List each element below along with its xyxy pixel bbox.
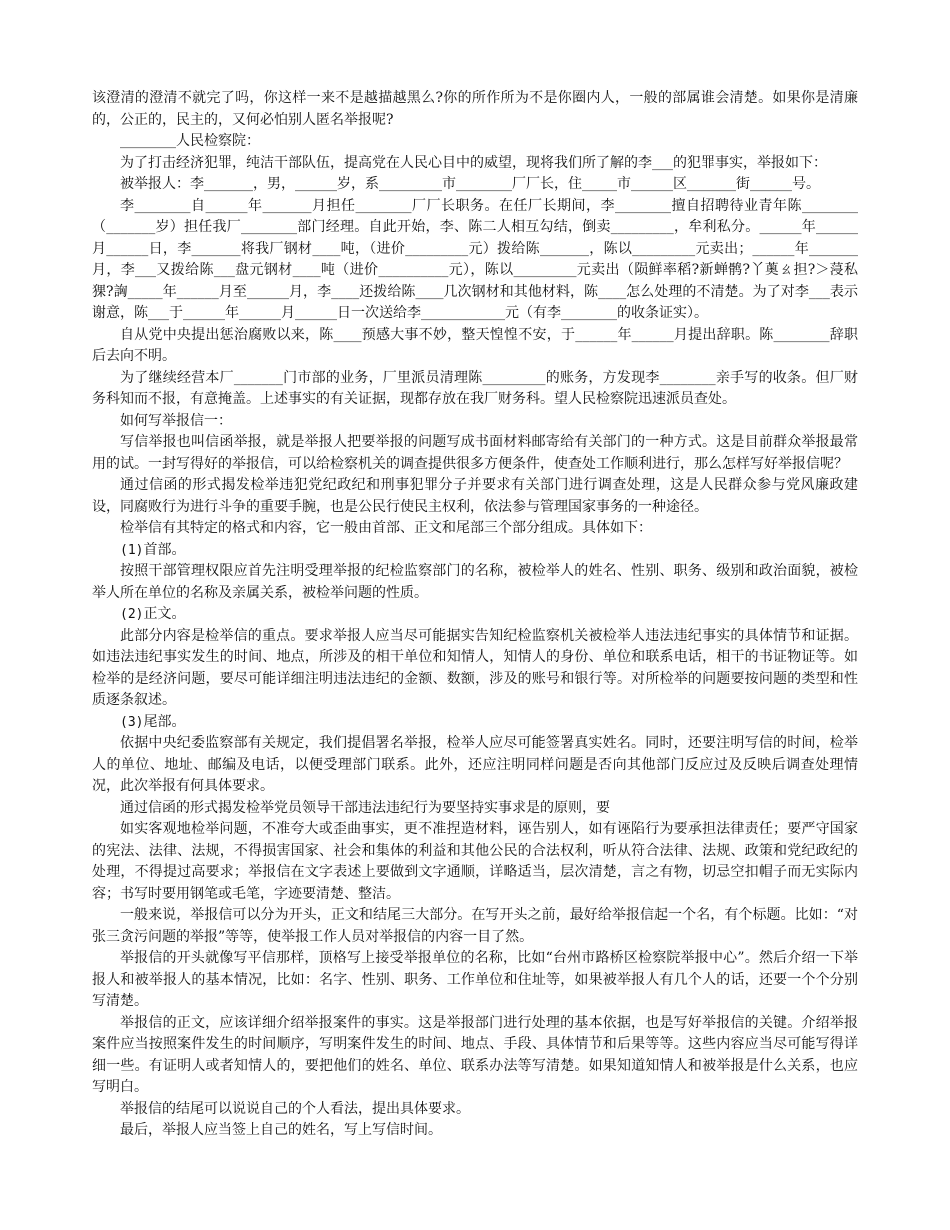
document-body [92, 88, 858, 1142]
section-heading-text: 正文。 [143, 606, 186, 622]
paragraph: 如何写举报信一： [120, 412, 232, 429]
section-heading-text: 首部。 [143, 541, 186, 558]
paragraph: 通过信函的形式揭发检举违犯党纪政纪和刑事犯罪分子并要求有关部门进行调查处理，这是人民群众参与党风廉政建设，同腐败行为进行斗争的重要手腕，也是公民行使民主权利，依法参与管理国家事务的一种途径。 [92, 477, 858, 515]
paragraph: 通过信函的形式揭发检举党员领导干部违法违纪行为要坚持实事求是的原则，要 [120, 799, 610, 816]
paragraph: 检举信有其特定的格式和内容，它一般由首部、正文和尾部三个部分组成。具体如下： [120, 520, 652, 536]
paragraph: 最后，举报人应当签上自己的姓名，写上写信时间。 [120, 1122, 442, 1138]
paragraph: 举报信的开头就像写平信那样，顶格写上接受举报单位的名称，比如“台州市路桥区检察院举报中心”。然后介绍一下举报人和被举报人的基本情况，比如：名字、性别、职务、工作单位和住址等，如果被举报人有几个人的话，还要一个个分别写清楚。 [92, 950, 858, 1009]
section-number: (1) [120, 542, 144, 558]
section-number: (3) [120, 714, 144, 730]
section-heading-text: 尾部。 [143, 713, 186, 730]
paragraph: 一般来说，举报信可以分为开头，正文和结尾三大部分。在写开头之前，最好给举报信起一个名，有个标题。比如：“对张三贪污问题的举报”等等，使举报工作人员对举报信的内容一目了然。 [92, 907, 858, 945]
paragraph: 依据中央纪委监察部有关规定，我们提倡署名举报，检举人应尽可能签署真实姓名。同时，还要注明写信的时间，检举人的单位、地址、邮编及电话，以便受理部门联系。此外，还应注明同样问题是否向其他部门反应过及反映后调查处理情况，此次举报有何具体要求。 [92, 735, 858, 794]
paragraph: 为了打击经济犯罪，纯洁干部队伍，提高党在人民心目中的威望，现将我们所了解的李___的犯罪事实，举报如下： [120, 154, 827, 171]
paragraph: 该澄清的澄清不就完了吗，你这样一来不是越描越黑么?你的所作所为不是你圈内人，一般的部属谁会清楚。如果你是清廉的，公正的，民主的，又何必怕别人匿名举报呢? [92, 90, 858, 128]
paragraph: 此部分内容是检举信的重点。要求举报人应当尽可能据实告知纪检监察机关被检举人违法违纪事实的具体情节和证据。如违法违纪事实发生的时间、地点，所涉及的相干单位和知情人，知情人的身份、单位和联系电话，相干的书证物证等。如检举的是经济问题，要尽可能详细注明违法违纪的金额、数额，涉及的账号和银行等。对所检举的问题要按问题的类型和性质逐条叙述。 [92, 627, 858, 708]
paragraph: 举报信的结尾可以说说自己的个人看法，提出具体要求。 [120, 1100, 470, 1117]
paragraph: 如实客观地检举问题，不准夸大或歪曲事实，更不准捏造材料，诬告别人，如有诬陷行为要承担法律责任；要严守国家的宪法、法律、法规，不得损害国家、社会和集体的利益和其他公民的合法权利，听从符合法律、法规、政策和党纪政纪的处理，不得提过高要求；举报信在文字表述上要做到文字通顺，详略适当，层次清楚，言之有物，切忌空扣帽子而无实际内容；书写时要用钢笔或毛笔，字迹要清楚、整洁。 [92, 821, 858, 902]
paragraph: ________人民检察院： [120, 133, 260, 149]
paragraph: 按照干部管理权限应首先注明受理举报的纪检监察部门的名称，被检举人的姓名、性别、职务、级别和政治面貌，被检举人所在单位的名称及亲属关系，被检举问题的性质。 [92, 563, 858, 601]
paragraph [92, 540, 858, 562]
section-number: (2) [120, 607, 144, 622]
paragraph [92, 604, 858, 626]
paragraph: 李________自______年_______月担任________厂厂长职务。在任厂长期间，李________擅自招聘待业青年陈________（_______岁）担任我厂________部门经理。自此开始，李、陈二人相互勾结，倒卖_________，牟利私分。______年______月______日，李_______将我厂钢材____吨，（进价_________元）拨给陈_______，陈以_________元卖出；______年_______月，李___又拨给陈___盘元钢材____吨（进价__________元），陈以_________元卖出（陨鲜率稻?新蝉鹘?丫薁ㄠ担?＞蓡私猓?詾_____年______月至______月，李____还拨给陈____几次钢材和其他材料，陈____怎么处理的不清楚。为了对李___表示谢意，陈___于______年______月______日一次送给李____________元（有李________的收条证实）。 [92, 197, 858, 321]
paragraph: 被举报人：李_______，男，______岁，系_________市________厂厂长，住_____市______区_______街______号。 [120, 176, 820, 192]
paragraph: 为了继续经营本厂_______门市部的业务，厂里派员清理陈_________的账务，方发现李________亲手写的收条。但厂财务科知而不报，有意掩盖。上述事实的有关证据，现都存放在我厂财务科。望人民检察院迅速派员查处。 [92, 369, 858, 407]
paragraph: 举报信的正文，应该详细介绍举报案件的事实。这是举报部门进行处理的基本依据，也是写好举报信的关键。介绍举报案件应当按照案件发生的时间顺序，写明案件发生的时间、地点、手段、具体情节和后果等等。这些内容应当尽可能写得详细一些。有证明人或者知情人的，要把他们的姓名、单位、联系办法等写清楚。如果知道知情人和被举报是什么关系，也应写明白。 [92, 1014, 858, 1095]
paragraph: 写信举报也叫信函举报，就是举报人把要举报的问题写成书面材料邮寄给有关部门的一种方式。这是目前群众举报最常用的试。一封写得好的举报信，可以给检察机关的调查提供很多方便条件，使查处工作顺利进行，那么怎样写好举报信呢？ [92, 434, 858, 472]
paragraph: 自从党中央提出惩治腐败以来，陈____预感大事不妙，整天惶惶不安，于______年______月提出辞职。陈________辞职后去向不明。 [92, 326, 858, 364]
paragraph [92, 712, 858, 734]
